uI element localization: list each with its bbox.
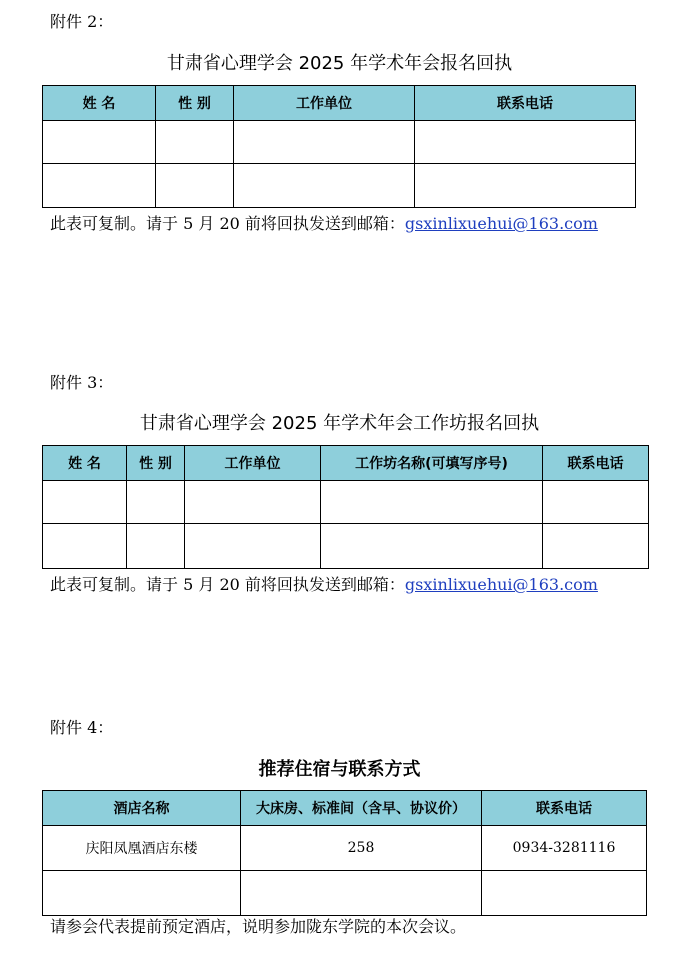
table-row bbox=[43, 871, 647, 916]
header-phone: 联系电话 bbox=[415, 86, 636, 121]
phone-cell: 0934-3281116 bbox=[482, 826, 647, 871]
workshop-registration-table bbox=[42, 445, 649, 569]
table-cell bbox=[127, 481, 185, 524]
header-name: 姓 名 bbox=[43, 86, 156, 121]
header-gender: 性 别 bbox=[156, 86, 234, 121]
attachment-4-label: 附件 4： bbox=[50, 718, 114, 737]
table-cell bbox=[482, 871, 647, 916]
table-cell bbox=[234, 164, 415, 208]
accommodation-table bbox=[42, 790, 647, 916]
table-cell bbox=[415, 121, 636, 164]
header-phone: 联系电话 bbox=[482, 791, 647, 826]
table-cell bbox=[234, 121, 415, 164]
table-cell bbox=[43, 481, 127, 524]
table-cell bbox=[127, 524, 185, 569]
table-cell bbox=[43, 524, 127, 569]
note-text: 此表可复制。请于 5 月 20 前将回执发送到邮箱： bbox=[50, 575, 405, 594]
table-row bbox=[43, 121, 636, 164]
note-text: 此表可复制。请于 5 月 20 前将回执发送到邮箱： bbox=[50, 214, 405, 233]
header-room-price: 大床房、标准间（含早、协议价） bbox=[241, 791, 482, 826]
attachment-3-note bbox=[50, 575, 598, 595]
table-row bbox=[43, 164, 636, 208]
attachment-3-title: 甘肃省心理学会 2025 年学术年会工作坊报名回执 bbox=[139, 413, 540, 434]
table-cell bbox=[543, 524, 649, 569]
header-gender: 性 别 bbox=[127, 446, 185, 481]
table-cell bbox=[156, 121, 234, 164]
header-work-unit: 工作单位 bbox=[185, 446, 321, 481]
attachment-4-note: 请参会代表提前预定酒店，说明参加陇东学院的本次会议。 bbox=[50, 917, 467, 936]
header-phone: 联系电话 bbox=[543, 446, 649, 481]
email-link[interactable]: gsxinlixuehui@163.com bbox=[404, 214, 598, 233]
table-cell bbox=[43, 121, 156, 164]
table-header-row bbox=[43, 791, 647, 826]
table-cell bbox=[185, 481, 321, 524]
table-cell bbox=[415, 164, 636, 208]
attachment-4-title: 推荐住宿与联系方式 bbox=[258, 759, 421, 780]
attachment-2-title: 甘肃省心理学会 2025 年学术年会报名回执 bbox=[166, 53, 513, 74]
room-price-cell: 258 bbox=[241, 826, 482, 871]
table-cell bbox=[321, 481, 543, 524]
header-work-unit: 工作单位 bbox=[234, 86, 415, 121]
hotel-name-cell: 庆阳凤凰酒店东楼 bbox=[43, 826, 241, 871]
email-link[interactable]: gsxinlixuehui@163.com bbox=[404, 575, 598, 594]
table-row bbox=[43, 481, 649, 524]
table-row bbox=[43, 524, 649, 569]
table-cell bbox=[156, 164, 234, 208]
registration-table bbox=[42, 85, 636, 208]
header-name: 姓 名 bbox=[43, 446, 127, 481]
header-workshop-name: 工作坊名称(可填写序号) bbox=[321, 446, 543, 481]
table-cell bbox=[43, 164, 156, 208]
table-cell bbox=[543, 481, 649, 524]
header-hotel-name: 酒店名称 bbox=[43, 791, 241, 826]
table-cell bbox=[241, 871, 482, 916]
table-header-row bbox=[43, 446, 649, 481]
table-header-row bbox=[43, 86, 636, 121]
table-row bbox=[43, 826, 647, 871]
attachment-2-label: 附件 2： bbox=[50, 12, 114, 31]
attachment-3-label: 附件 3： bbox=[50, 373, 114, 392]
attachment-2-note bbox=[50, 214, 598, 234]
table-cell bbox=[185, 524, 321, 569]
table-cell bbox=[43, 871, 241, 916]
table-cell bbox=[321, 524, 543, 569]
